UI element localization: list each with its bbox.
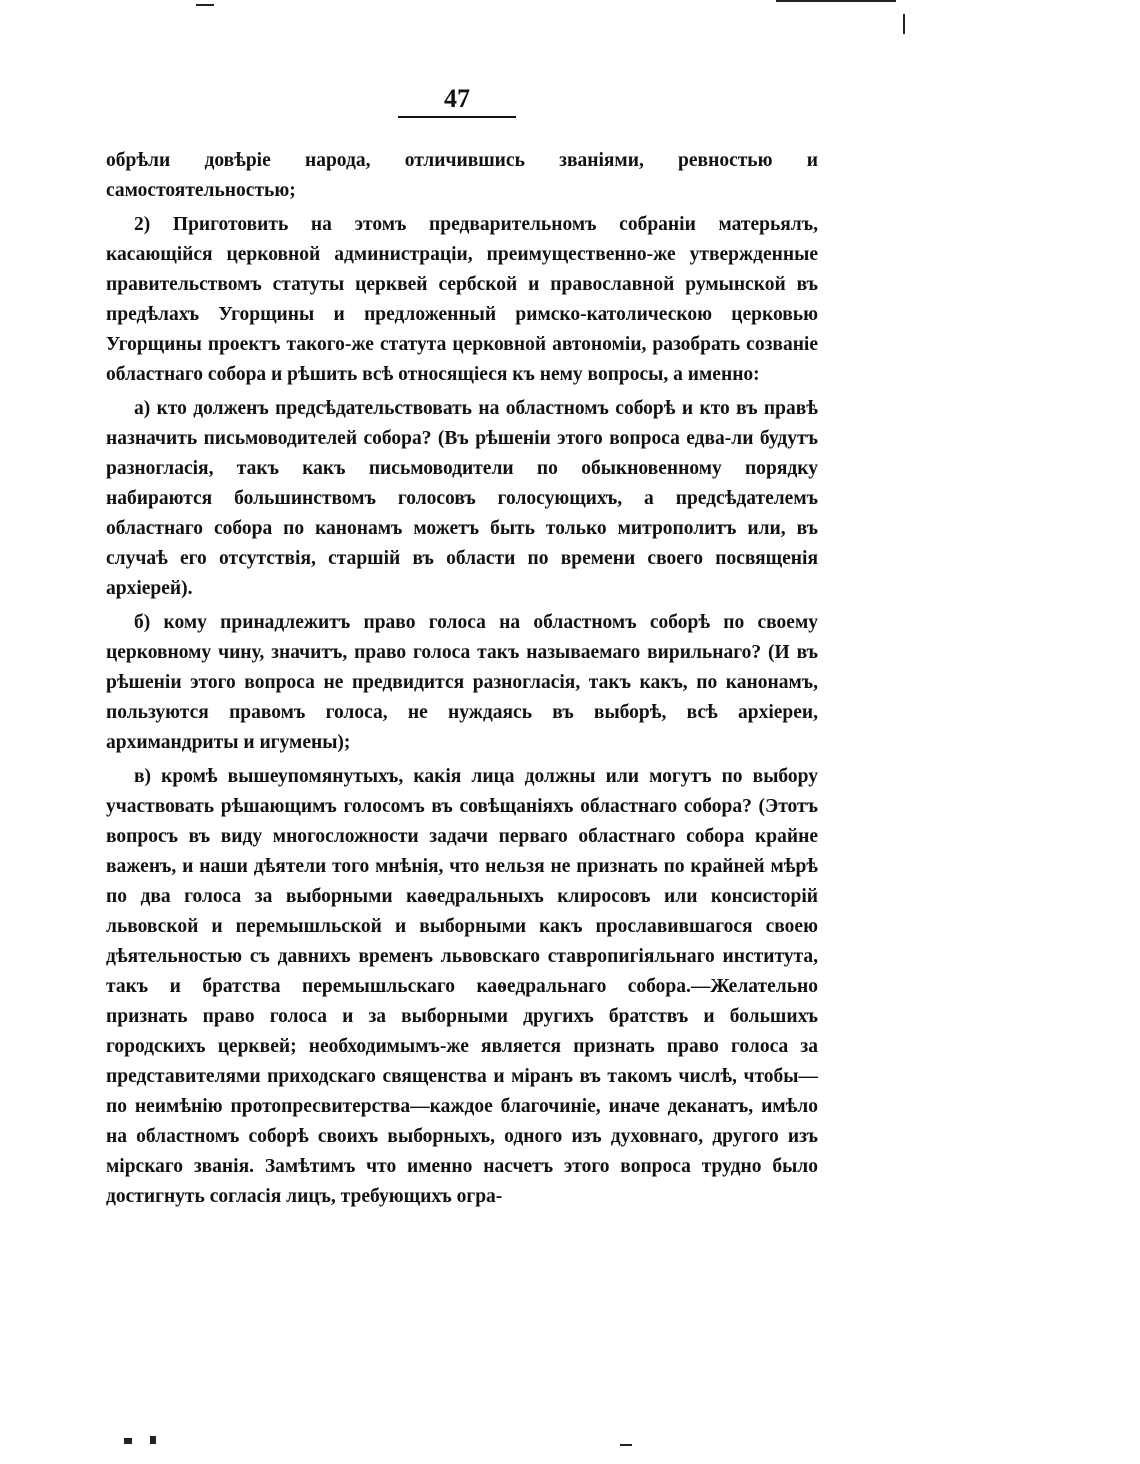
scan-mark-top-left	[196, 4, 214, 6]
body-text	[106, 146, 818, 1216]
paragraph-item-a: а) кто долженъ предсѣдательствовать на областномъ соборѣ и кто въ правѣ назначить письмоводителей собора? (Въ рѣшеніи этого вопроса едва-ли будутъ разногласія, такъ какъ письмоводители по обыкновенному порядку набираются большинствомъ голосовъ голосующихъ, а предсѣдателемъ областнаго собора по канонамъ можетъ быть только митрополитъ или, въ случаѣ его отсутствія, старшій въ области по времени своего посвященія архіерей).	[106, 398, 818, 599]
paragraph-continuation: обрѣли довѣріе народа, отличившись званіями, ревностью и самостоятельностью;	[106, 150, 818, 201]
page-number: 47	[398, 84, 516, 118]
scan-mark-bottom-left	[124, 1438, 132, 1444]
scan-mark-bottom-left-2	[150, 1436, 156, 1444]
paragraph-item-v: в) кромѣ вышеупомянутыхъ, какія лица должны или могутъ по выбору участвовать рѣшающимъ голосомъ въ совѣщаніяхъ областнаго собора? (Этотъ вопросъ въ виду многосложности задачи перваго областнаго собора крайне важенъ, и наши дѣятели того мнѣнія, что нельзя не признать по крайней мѣрѣ по два голоса за выборными каѳедральныхъ клиросовъ или консисторій львовской и перемышльской и выборными какъ прославившагося своею дѣятельностью съ давнихъ временъ львовскаго ставропигіяльнаго института, такъ и братства перемышльскаго каѳедральнаго собора.—Желательно признать право голоса и за выборными другихъ братствъ и большихъ городскихъ церквей; необходимымъ-же является признать право голоса за представителями приходскаго священства и міранъ въ такомъ числѣ, чтобы—по неимѣнію протопресвитерства—каждое благочиніе, иначе деканатъ, имѣло на областномъ соборѣ своихъ выборныхъ, одного изъ духовнаго, другого изъ мірскаго званія. Замѣтимъ что именно насчетъ этого вопроса трудно было достигнуть согласія лицъ, требующихъ огра-	[106, 766, 818, 1207]
scan-mark-bottom-center	[620, 1444, 632, 1446]
paragraph-item-2: 2) Приготовить на этомъ предварительномъ собраніи матерьялъ, касающійся церковной администраціи, преимущественно-же утвержденные правительствомъ статуты церквей сербской и православной румынской въ предѣлахъ Угорщины и предложенный римско-католическою церковью Угорщины проектъ такого-же статута церковной автономіи, разобрать созваніе областнаго собора и рѣшить всѣ относящіеся къ нему вопросы, а именно:	[106, 214, 818, 385]
paragraph-item-b: б) кому принадлежитъ право голоса на областномъ соборѣ по своему церковному чину, значитъ, право голоса такъ называемаго вирильнаго? (И въ рѣшеніи этого вопроса не предвидится разногласія, такъ какъ, по канонамъ, пользуются правомъ голоса, не нуждаясь въ выборѣ, всѣ архіереи, архимандриты и игумены);	[106, 612, 818, 753]
scan-mark-right-edge	[903, 14, 905, 34]
scan-mark-top-right	[776, 0, 896, 2]
